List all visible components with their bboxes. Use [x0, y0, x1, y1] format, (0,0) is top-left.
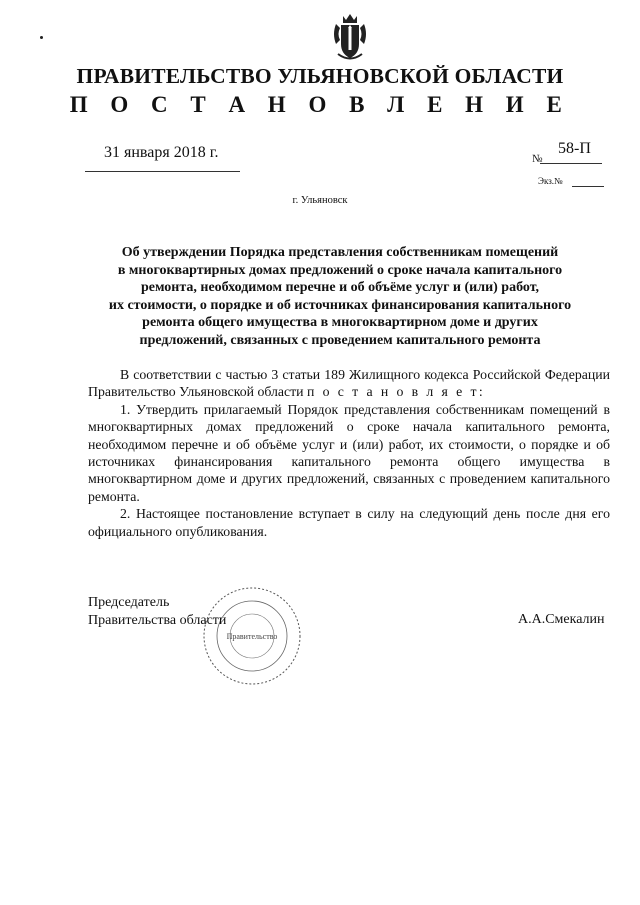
- document-type: П О С Т А Н О В Л Е Н И Е: [69, 92, 571, 117]
- copy-number-underline: [572, 186, 604, 187]
- signatory-name: А.А.Смекалин: [518, 612, 605, 627]
- date-underline: [85, 171, 240, 172]
- document-date: 31 января 2018 г.: [104, 144, 219, 161]
- signatory-position: [88, 594, 226, 630]
- heading-line: их стоимости, о порядке и об источниках финансирования капитального: [108, 297, 572, 313]
- copy-number-label: Экз.№: [538, 176, 563, 186]
- item-1: 1. Утвердить прилагаемый Порядок представления собственникам помещений в многоквартирных домах предложений о сроке начала капитального ремонта, необходимом перечне и об объёме услуг и (или) работ, их стоимости, о порядке и об источниках финансирования капитального ремонта общего имущества в многоквартирном доме и других предложений, связанных с проведением капитального ремонта.: [88, 401, 610, 504]
- city: г. Ульяновск: [292, 195, 348, 206]
- document-number: 58-П: [558, 140, 591, 157]
- scan-speck: [40, 36, 43, 39]
- heading-line: предложений, связанных с проведением капитального ремонта: [139, 332, 541, 348]
- seal-text: Правительство: [226, 632, 278, 641]
- intro-text: В соответствии с частью 3 статьи 189 Жилищного кодекса Российской Федерации Правительство Ульяновской области: [88, 367, 610, 400]
- heading-line: ремонта общего имущества в многоквартирном доме и других: [142, 315, 538, 330]
- document-heading: [70, 244, 610, 349]
- heading-line: Об утверждении Порядка представления собственникам помещений: [121, 245, 559, 260]
- heading-line: в многоквартирных домах предложений о сроке начала капитального: [117, 262, 563, 278]
- heading-line: ремонта, необходимом перечне и об объёме услуг и (или) работ,: [140, 280, 540, 295]
- item-2: 2. Настоящее постановление вступает в силу на следующий день после дня его официального опубликования.: [88, 506, 610, 539]
- decree-word: п о с т а н о в л я е т:: [307, 384, 486, 400]
- signatory-position-line: Председатель: [88, 595, 170, 610]
- government-title: ПРАВИТЕЛЬСТВО УЛЬЯНОВСКОЙ ОБЛАСТИ: [76, 64, 564, 88]
- signatory-position-line: Правительства области: [88, 613, 227, 628]
- number-underline: [540, 163, 602, 164]
- number-label: №: [532, 153, 543, 165]
- document-body: [88, 366, 610, 540]
- coat-of-arms-icon: [328, 10, 372, 64]
- intro-paragraph: [88, 366, 610, 401]
